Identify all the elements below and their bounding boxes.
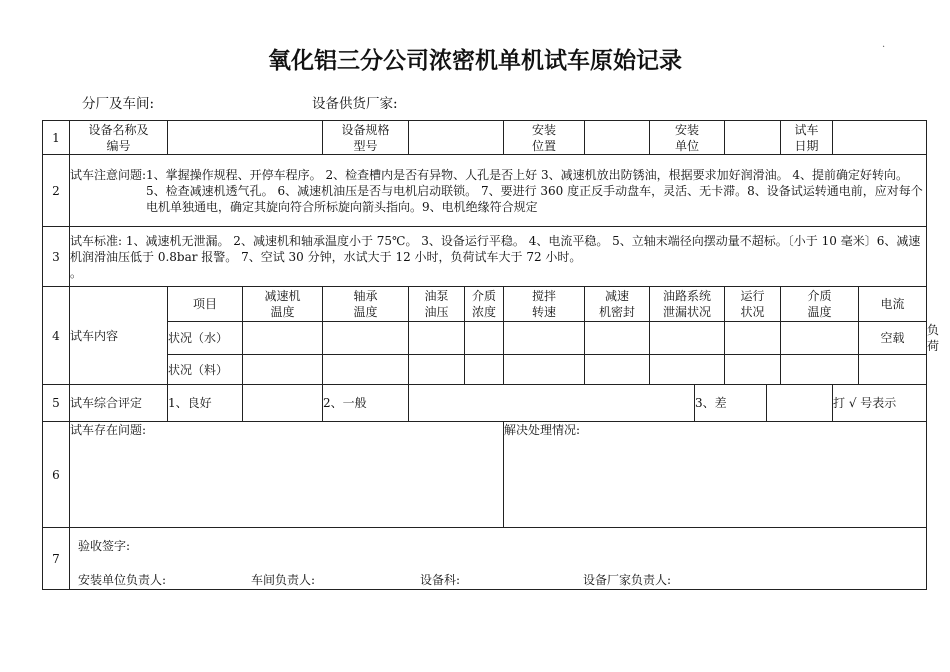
row-number: 5 [43,385,70,422]
col-header-line: 轴承 [353,289,378,303]
col-header-line: 搅拌 [532,289,557,303]
cell-pump-pressure-material[interactable] [409,355,465,385]
test-standard-cell [70,227,927,287]
record-table [42,120,940,590]
cell-medium-temp-material[interactable] [781,355,859,385]
cell-pump-pressure-water[interactable] [409,322,465,355]
row-acceptance [43,528,927,590]
solutions-label: 解决处理情况: [504,423,581,437]
workshop-signer: 车间负责人: [251,573,316,587]
evaluation-note: 打 √ 号表示 [833,385,927,422]
col-header-line: 泄漏状况 [663,305,712,319]
evaluation-good-checkbox[interactable] [243,385,323,422]
col-header-line: 温度 [270,305,295,319]
install-position-label [504,121,585,155]
col-header-line: 油压 [424,305,449,319]
col-header-line: 转速 [532,305,557,319]
col-header-line: 运行 [740,289,765,303]
col-header-line: 油路系统 [663,289,712,303]
cell-no-load-material[interactable] [859,355,927,385]
vendor-signer: 设备厂家负责人: [583,573,672,587]
test-notes-text: 1、掌握操作规程、开停车程序。 2、检查槽内是否有异物、人孔是否上好 3、减速机放出防锈油，根据要求加好润滑油。 4、提前确定好转向。5、检查减速机透气孔。 6、减速机油压是否与电机启动联锁。 7、要进行 360 度正反手动盘车，灵活、无卡滞。8、设备试运转通电前，应对每个电机单独通电，确定其旋向符合所标旋向箭头指向。9、电机绝缘符合规定 [146,167,923,214]
test-problems-cell[interactable] [70,422,504,528]
supplier-label: 设备供货厂家: [312,96,398,112]
col-header-line: 温度 [807,305,832,319]
row-overall-evaluation [43,385,927,422]
test-notes-cell [70,155,927,227]
row-number: 4 [43,287,70,385]
row-equipment-info [43,121,927,155]
branch-label: 分厂及车间: [82,96,155,112]
cell-run-status-material[interactable] [725,355,781,385]
col-header-line: 温度 [353,305,378,319]
row-status-water: 状况（水） 空载 负荷 [168,323,940,353]
test-notes-heading: 试车注意问题: [70,167,147,182]
col-header-medium-density [465,287,504,322]
cell-run-status-water[interactable] [725,322,781,355]
row-issues [43,422,927,528]
row-test-notes [43,155,927,227]
col-header-medium-temp [781,287,859,322]
acceptance-cell [70,528,927,590]
corner-mark: · [882,42,886,53]
overall-evaluation-label: 试车综合评定 [70,385,168,422]
page-title: 氧化铝三分公司浓密机单机试车原始记录 [268,48,682,74]
col-header-line: 状况 [740,305,765,319]
cell-reducer-temp-water[interactable] [243,322,323,355]
col-header-item: 项目 [168,287,243,322]
cell-stirring-speed-material[interactable] [504,355,585,385]
equipment-spec-label [323,121,409,155]
cell-oil-leak-material[interactable] [650,355,725,385]
install-unit-label [650,121,725,155]
col-header-line: 浓度 [472,305,497,319]
col-header-bearing-temp [323,287,409,322]
install-unit-label-line1: 安装 [675,122,700,137]
test-date-label-line1: 试车 [794,122,819,137]
equipment-spec-label-line2: 型号 [353,138,378,153]
equipment-spec-label-line1: 设备规格 [341,122,390,137]
cell-reducer-seal-water[interactable] [585,322,650,355]
evaluation-poor-label: 3、差 [695,385,767,422]
cell-oil-leak-water[interactable] [650,322,725,355]
equipment-name-label-line2: 编号 [106,138,131,153]
test-date-label [781,121,833,155]
install-position-label-line1: 安装 [532,122,557,137]
cell-stirring-speed-water[interactable] [504,322,585,355]
col-header-line: 减速机 [264,289,301,303]
test-standard-text: 试车标准: 1、减速机无泄漏。 2、减速机和轴承温度小于 75℃。 3、设备运行平稳。 4、电流平稳。 5、立轴末端径向摆动量不超标。〔小于 10 毫米〕6、减速机润滑油压低于 0.8bar 报警。 7、空试 30 分钟，水试大于 12 小时，负荷试车大于 72 小时。 [70,233,921,264]
cell-reducer-temp-material[interactable] [243,355,323,385]
test-date-label-line2: 日期 [794,138,819,153]
col-header-oil-leak [650,287,725,322]
equipment-dept-signer: 设备科: [420,573,461,587]
install-position-label-line2: 位置 [532,138,557,153]
equipment-name-label-line1: 设备名称及 [88,122,149,137]
evaluation-fair-label: 2、一般 [323,385,409,422]
row-number: 7 [43,528,70,590]
evaluation-poor-checkbox[interactable] [767,385,833,422]
col-header-reducer-seal [585,287,650,322]
cell-bearing-temp-material[interactable] [323,355,409,385]
col-header-line: 机密封 [599,305,636,319]
equipment-name-label [70,121,168,155]
row-number: 6 [43,422,70,528]
cell-reducer-seal-material[interactable] [585,355,650,385]
row-number: 2 [43,155,70,227]
acceptance-signature-label: 验收签字: [78,539,131,553]
test-problems-label: 试车存在问题: [70,423,147,437]
row-test-standard [43,227,927,287]
status-water-label: 状况（水） [168,322,243,355]
col-header-line: 油泵 [424,289,449,303]
test-standard-tail: 。 [70,265,83,280]
install-unit-field[interactable] [725,121,781,155]
cell-medium-density-material[interactable] [465,355,504,385]
col-header-pump-pressure [409,287,465,322]
row-status-material [43,355,927,385]
row-number: 1 [43,121,70,155]
install-unit-signer: 安装单位负责人: [78,573,167,587]
no-load-label: 空载 [859,322,927,355]
col-header-line: 介质 [472,289,497,303]
cell-bearing-temp-water[interactable] [323,322,409,355]
col-header-stirring-speed [504,287,585,322]
cell-medium-temp-water[interactable] [781,322,859,355]
test-date-field[interactable] [833,121,927,155]
install-unit-label-line2: 单位 [675,138,700,153]
equipment-name-field[interactable] [168,121,323,155]
col-header-run-status [725,287,781,322]
row-test-content-header [43,287,927,322]
cell-medium-density-water[interactable] [465,322,504,355]
status-material-label: 状况（料） [168,355,243,385]
col-header-line: 介质 [807,289,832,303]
evaluation-fair-checkbox[interactable] [409,385,695,422]
row-number: 3 [43,227,70,287]
col-header-line: 减速 [605,289,630,303]
evaluation-good-label: 1、良好 [168,385,243,422]
col-header-current: 电流 [859,287,927,322]
solutions-cell[interactable] [504,422,927,528]
test-content-label: 试车内容 [70,287,168,385]
col-header-reducer-temp [243,287,323,322]
equipment-spec-field[interactable] [409,121,504,155]
install-position-field[interactable] [585,121,650,155]
